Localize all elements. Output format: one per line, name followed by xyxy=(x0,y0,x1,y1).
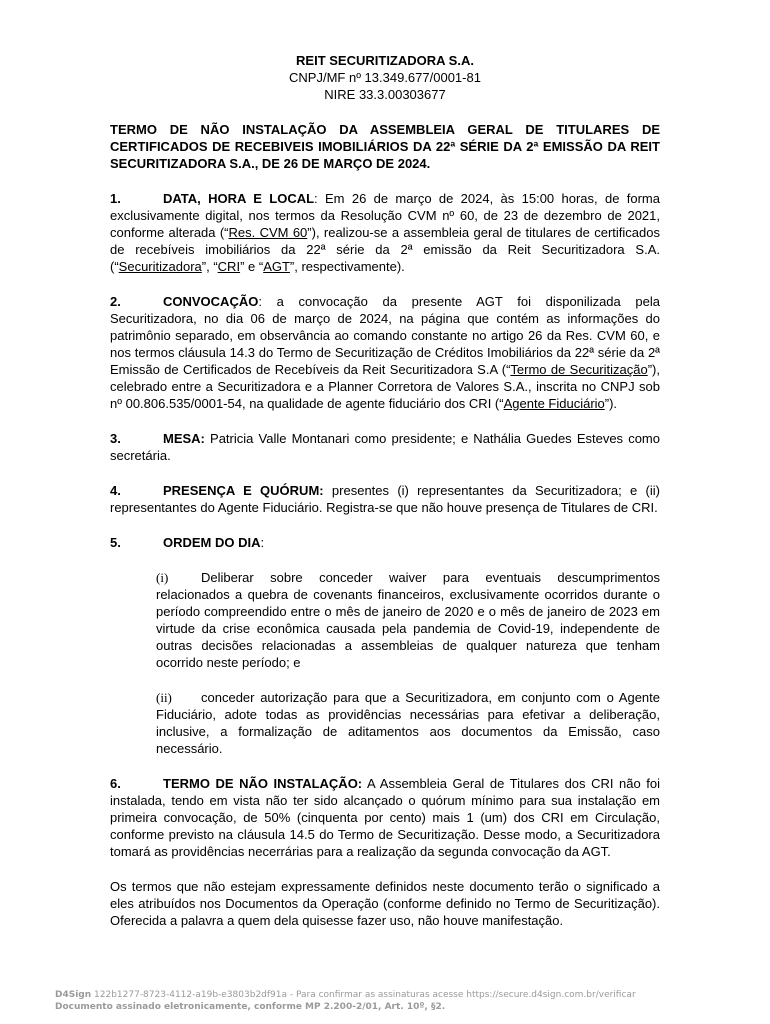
section-4 xyxy=(110,482,660,516)
agenda-item-text: Deliberar sobre conceder waiver para eventuais descumprimentos relacionados a quebra de covenants financeiros, exclusivamente ocorridos durante o período compreendido entre o mês de janeiro de 2020 e o mês de janeiro de 2023 em virtude da crise econômica causada pela pandemia de Covid-19, independente de outras decisões relacionadas a assembleias de qualquer natureza que tenham ocorrido neste período; e xyxy=(156,570,660,670)
company-name: REIT SECURITIZADORA S.A. xyxy=(296,53,474,68)
section-heading: PRESENÇA E QUÓRUM: xyxy=(163,483,324,498)
section-3 xyxy=(110,430,660,464)
section-heading: CONVOCAÇÃO xyxy=(163,294,259,309)
footer-line-2: Documento assinado eletronicamente, conforme MP 2.200-2/01, Art. 10º, §2. xyxy=(55,1002,446,1012)
section-heading: MESA: xyxy=(163,431,205,446)
section-text: ”), realizou-se a assembleia geral de titulares de certificados de recebíveis imobiliários da 22ª série da 2ª emissão da Reit Securitizadora S.A. (“ xyxy=(110,225,660,274)
defined-term: CRI xyxy=(217,259,241,274)
section-text: Patricia Valle Montanari como presidente; e Nathália Guedes Esteves como secretária. xyxy=(110,431,660,463)
section-text: ”, respectivamente). xyxy=(289,259,405,274)
section-text: : a convocação da presente AGT foi disponilizada pela Securitizadora, no dia 06 de março de 2024, na página que contém as informações do patrimônio separado, em observância ao comando constante no artigo 26 da Res. CVM 60, e nos termos cláusula 14.3 do Termo de Securitização de Créditos Imobiliários da 22ª série da 2ª Emissão de Certificados de Recebíveis da Reit Securitizadora S.A (“ xyxy=(110,294,660,377)
section-text: ” e “ xyxy=(240,259,264,274)
document-page xyxy=(110,52,660,929)
d4sign-brand: D4Sign xyxy=(55,990,92,1000)
defined-term: Res. CVM 60 xyxy=(228,225,308,240)
defined-term: AGT xyxy=(263,259,290,274)
closing-paragraph: Os termos que não estejam expressamente definidos neste documento terão o significado a eles atribuídos nos Documentos da Operação (conforme definido no Termo de Securitização). Oferecida a palavra a quem dela quisesse fazer uso, não houve manifestação. xyxy=(110,879,660,928)
section-number: 4. xyxy=(110,483,121,498)
section-heading: TERMO DE NÃO INSTALAÇÃO: xyxy=(163,776,363,791)
section-number: 6. xyxy=(110,776,121,791)
defined-term: Agente Fiduciário xyxy=(503,396,605,411)
agenda-item-number: (ii) xyxy=(156,690,172,705)
section-text: A Assembleia Geral de Titulares dos CRI não foi instalada, tendo em vista não ter sido alcançado o quórum mínimo para sua instalação em primeira convocação, de 50% (cinquenta por cento) mais 1 (um) dos CRI em Circulação, conforme previsto na cláusula 14.5 do Termo de Securitização. Desse modo, a Securitizadora tomará as providências necerrárias para a realização da segunda convocação da AGT. xyxy=(110,776,660,859)
section-text: ”). xyxy=(604,396,618,411)
agenda-item xyxy=(156,689,660,757)
section-number: 3. xyxy=(110,431,121,446)
nire-line: NIRE 33.3.00303677 xyxy=(324,87,446,102)
verification-text: 122b1277-8723-4112-a19b-e3803b2df91a - Para confirmar as assinaturas acesse https://secure.d4sign.com.br/verificar xyxy=(91,990,636,1000)
agenda-item-text: conceder autorização para que a Securitizadora, em conjunto com o Agente Fiduciário, adote todas as providências necessárias para efetivar a deliberação, inclusive, a formalização de aditamentos aos documentos da Emissão, caso necessário. xyxy=(156,690,660,756)
agenda-item-number: (i) xyxy=(156,570,169,585)
agenda-item xyxy=(156,569,660,671)
section-heading: DATA, HORA E LOCAL xyxy=(163,191,315,206)
section-number: 5. xyxy=(110,535,121,550)
section-number: 1. xyxy=(110,191,121,206)
signature-footer xyxy=(55,989,636,1013)
section-number: 2. xyxy=(110,294,121,309)
defined-term: Termo de Securitização xyxy=(510,362,648,377)
section-text: ”), celebrado entre a Securitizadora e a Planner Corretora de Valores S.A., inscrita no CNPJ sob nº 00.806.535/0001-54, na qualidade de agente fiduciário dos CRI (“ xyxy=(110,362,660,411)
section-text: ”, “ xyxy=(201,259,218,274)
section-text: presentes (i) representantes da Securitizadora; e (ii) representantes do Agente Fiduciário. Registra-se que não houve presença de Titulares de CRI. xyxy=(110,483,660,515)
section-text: : xyxy=(260,535,265,550)
section-6 xyxy=(110,775,660,860)
section-heading: ORDEM DO DIA xyxy=(163,535,261,550)
defined-term: Securitizadora xyxy=(118,259,202,274)
section-5 xyxy=(110,534,660,551)
section-1 xyxy=(110,190,660,275)
footer-line-1 xyxy=(55,989,636,1001)
cnpj-line: CNPJ/MF nº 13.349.677/0001-81 xyxy=(289,70,481,85)
section-2 xyxy=(110,293,660,412)
document-title: TERMO DE NÃO INSTALAÇÃO DA ASSEMBLEIA GERAL DE TITULARES DE CERTIFICADOS DE RECEBIVEIS IMOBILIÁRIOS DA 22ª SÉRIE DA 2ª EMISSÃO DA REIT SECURITIZADORA S.A., DE 26 DE MARÇO DE 2024. xyxy=(110,122,660,171)
document-header xyxy=(110,52,660,103)
section-text: : Em 26 de março de 2024, às 15:00 horas, de forma exclusivamente digital, nos termos da Resolução CVM nº 60, de 23 de dezembro de 2021, conforme alterada (“ xyxy=(110,191,660,240)
